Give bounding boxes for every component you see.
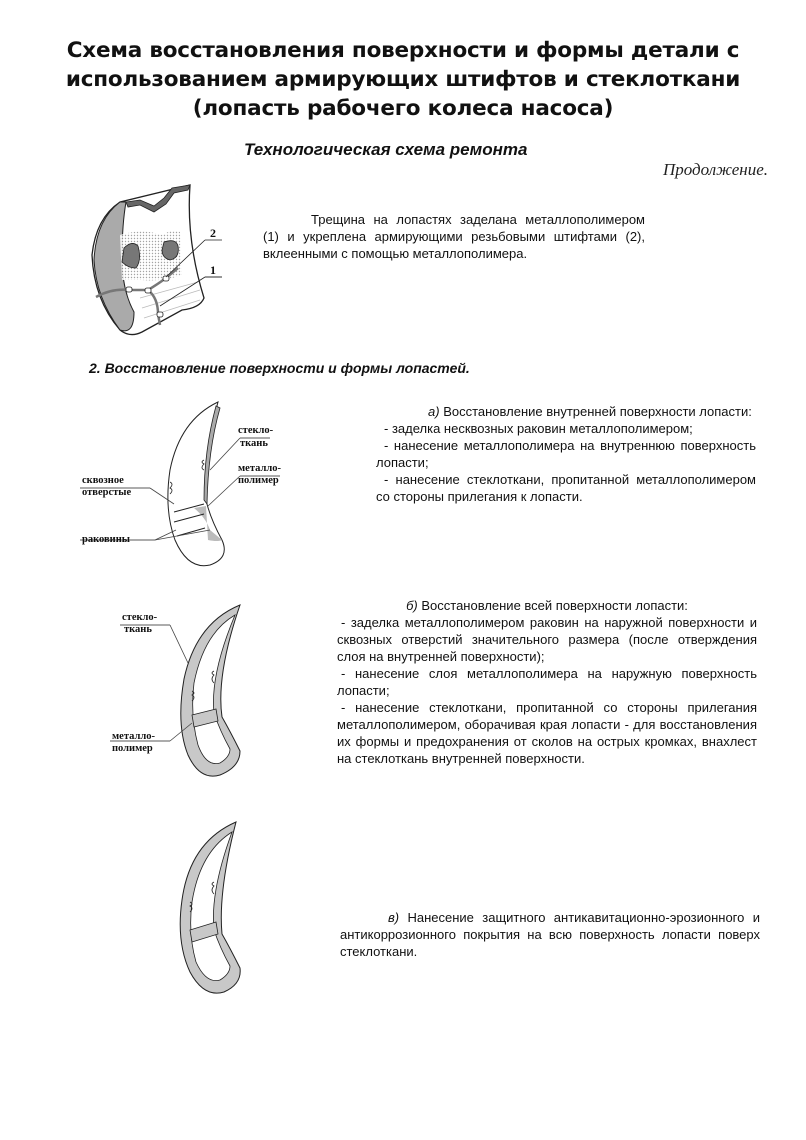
blade-outline <box>168 402 224 566</box>
step-a-text <box>376 403 756 505</box>
step-a-item: - нанесение металлополимера на внутреннюю поверхность лопасти; <box>376 438 756 470</box>
continuation-note: Продолжение. <box>662 160 768 179</box>
step-c-paragraph <box>340 909 760 960</box>
step-a-item: - заделка несквозных раковин металлополимером; <box>384 421 693 436</box>
label-fiberglass-2: ткань <box>124 624 152 635</box>
step1-paragraph: Трещина на лопастях заделана металлополимером (1) и укреплена армирующими резьбовыми штифтами (2), вклеенными с помощью металлополимера. <box>263 212 645 261</box>
label-polymer-2: полимер <box>112 743 153 754</box>
label-polymer-1: металло- <box>112 731 155 742</box>
step-a-heading <box>376 403 756 420</box>
label-pin-number: 2 <box>210 226 216 240</box>
step-b-text <box>337 597 757 767</box>
step-b-item: - нанесение стеклоткани, пропитанной со стороны прилегания металлополимером, оборачивая края лопасти - для восстановления их формы и предохранения от сколов на острых кромках, внахлест на стеклоткань внутренней поверхности. <box>337 700 757 766</box>
pin <box>157 312 163 317</box>
title-line-1: Схема восстановления поверхности и формы детали с <box>66 38 740 63</box>
step-b-item: - нанесение слоя металлополимера на наружную поверхность лопасти; <box>337 666 757 698</box>
step-c-body: Нанесение защитного антикавитационно-эрозионного и антикоррозионного покрытия на всю поверхность лопасти поверх стеклоткани. <box>340 910 760 959</box>
label-fiberglass-1: стекло- <box>238 425 274 436</box>
title-line-3: (лопасть рабочего колеса насоса) <box>192 96 614 121</box>
step-a-marker: а) <box>428 404 440 419</box>
document-title <box>30 36 776 123</box>
pin <box>145 288 151 293</box>
figure-step-c <box>150 812 270 1012</box>
section-2-heading: 2. Восстановление поверхности и формы лопастей. <box>89 360 470 376</box>
step-b-heading <box>337 597 757 614</box>
figure-step-a <box>70 390 310 580</box>
step-b-item: - заделка металлополимером раковин на наружной поверхности и сквозных отверстий значительного размера (после отверждения слоя на внутренней поверхности); <box>337 615 757 664</box>
cavity-left <box>122 243 140 268</box>
step-b-heading-text: Восстановление всей поверхности лопасти: <box>421 598 688 613</box>
label-fiberglass-2: ткань <box>240 438 268 449</box>
label-fiberglass-1: стекло- <box>122 612 158 623</box>
title-line-2: использованием армирующих штифтов и стеклоткани <box>65 67 741 92</box>
figure-step-b <box>100 595 300 795</box>
step-c-marker: в) <box>388 910 400 925</box>
label-polymer-2: полимер <box>238 475 279 486</box>
step-c-text <box>340 909 760 960</box>
label-through-hole-1: сквозное <box>82 475 124 486</box>
subtitle: Технологическая схема ремонта <box>244 140 528 159</box>
pin <box>126 287 132 292</box>
step-b-marker: б) <box>406 598 418 613</box>
step-a-item: - нанесение стеклоткани, пропитанной металлополимером со стороны прилегания к лопасти. <box>376 472 756 504</box>
step1-text <box>263 211 645 262</box>
label-polymer-1: металло- <box>238 463 281 474</box>
step-a-heading-text: Восстановление внутренней поверхности лопасти: <box>443 404 752 419</box>
label-cavities: раковины <box>82 534 130 545</box>
label-polymer-number: 1 <box>210 263 216 277</box>
cavity-right <box>162 241 178 260</box>
label-through-hole-2: отверстые <box>82 487 132 498</box>
figure-crack-repair <box>82 180 262 350</box>
